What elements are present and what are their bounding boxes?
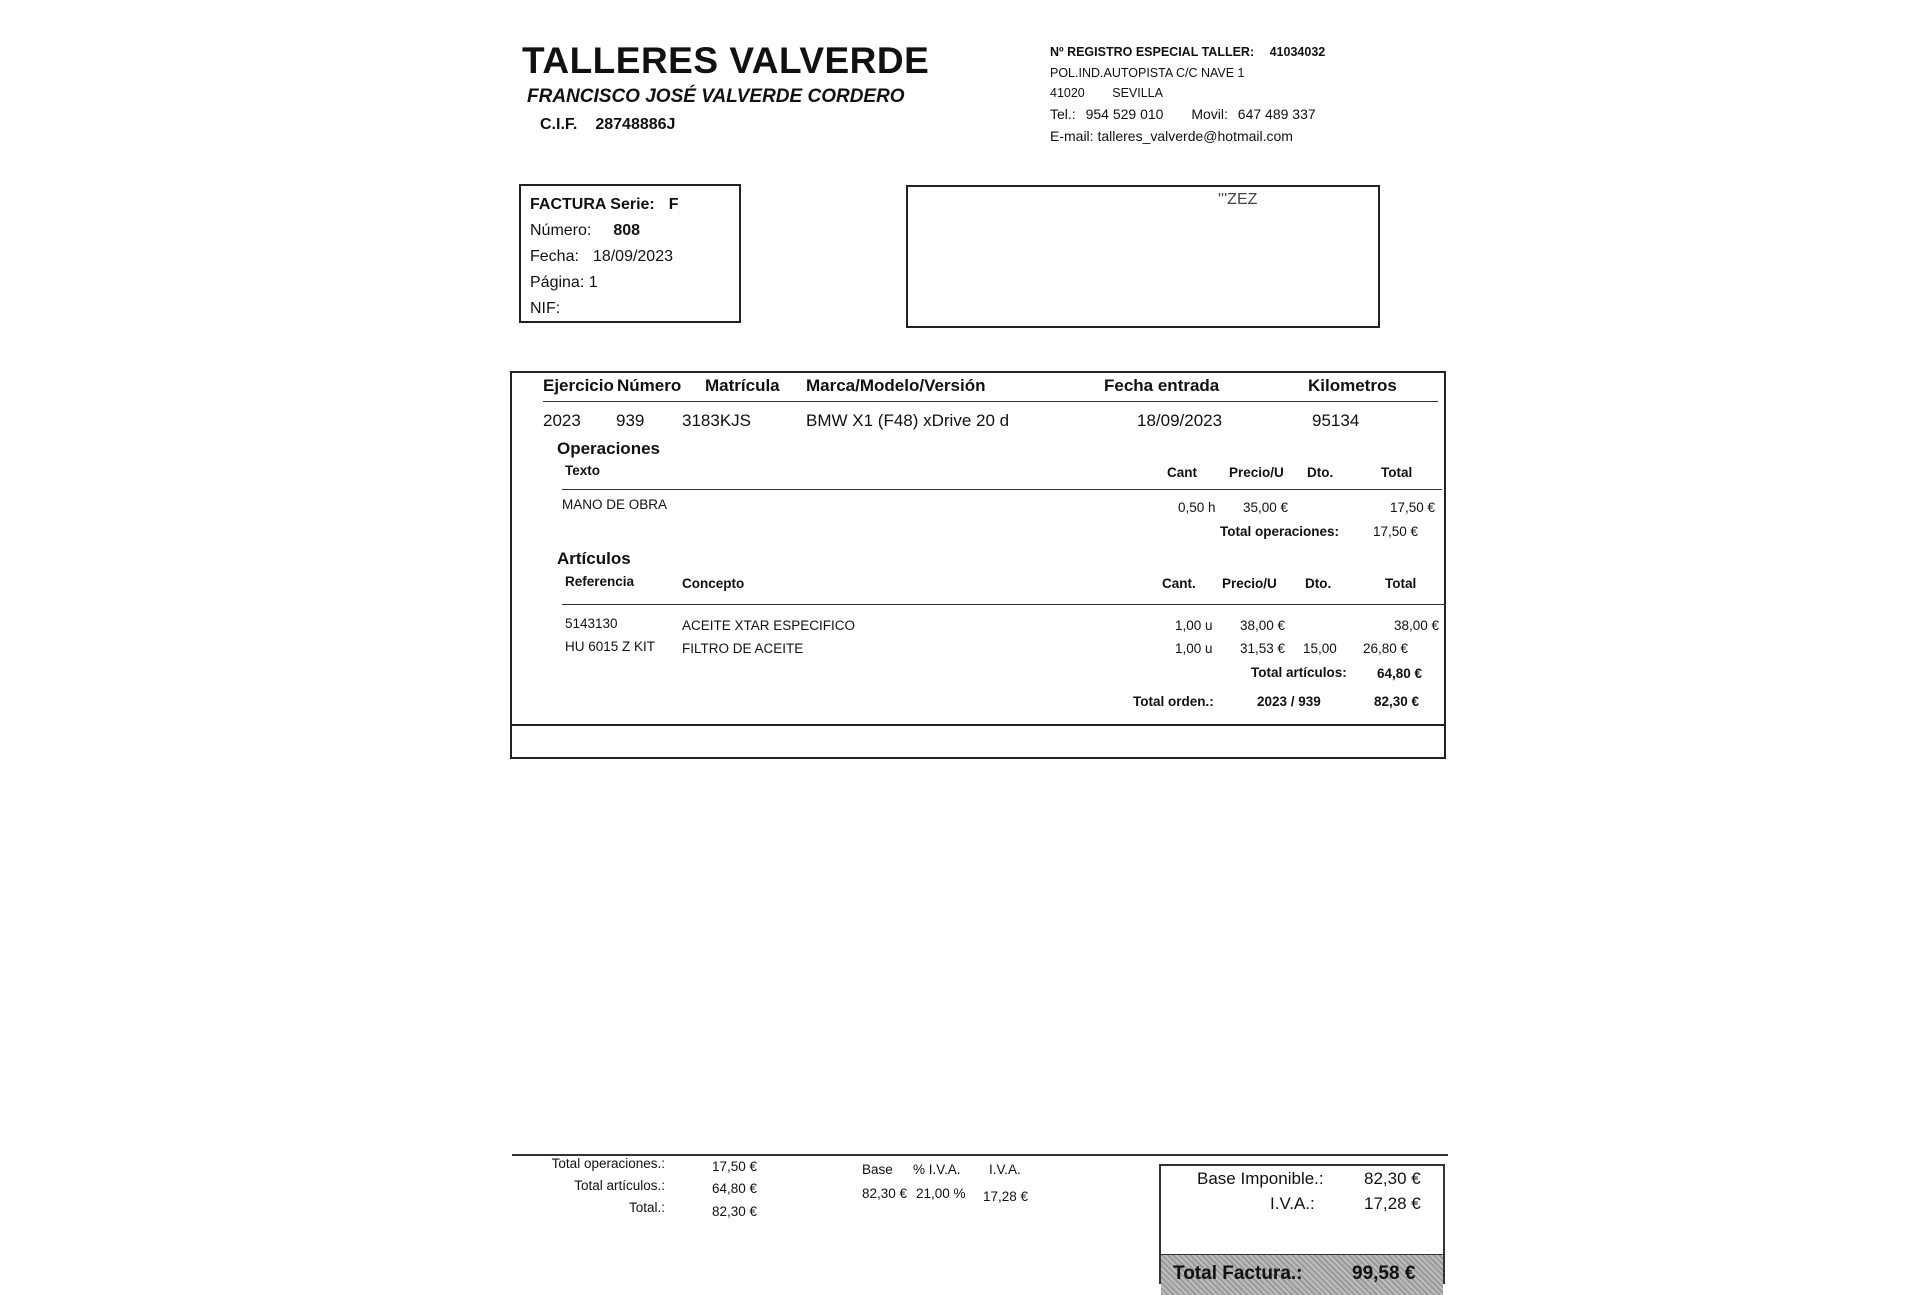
iva-header-base: Base xyxy=(862,1162,893,1177)
registro-value: 41034032 xyxy=(1269,45,1326,59)
order-bottom-divider xyxy=(512,724,1446,726)
order-header-divider xyxy=(543,401,1438,402)
header-marca: Marca/Modelo/Versión xyxy=(806,376,986,395)
email-line: E-mail: talleres_valverde@hotmail.com xyxy=(1050,128,1293,144)
header-numero: Número xyxy=(617,376,682,395)
total-orden-ref: 2023 / 939 xyxy=(1257,694,1321,709)
invoice-page: Página: 1 xyxy=(530,274,598,291)
summary-total-label: Total.: xyxy=(628,1200,665,1215)
header-kilometros: Kilometros xyxy=(1308,376,1397,395)
invoice-number-line xyxy=(530,222,640,240)
serie-label: FACTURA Serie: xyxy=(530,196,655,213)
iva-label: I.V.A.: xyxy=(1270,1194,1315,1213)
invoice-nif: NIF: xyxy=(530,300,561,317)
op-total-value: 17,50 € xyxy=(1373,524,1419,539)
op-col-dto: Dto. xyxy=(1307,465,1334,480)
company-owner: FRANCISCO JOSÉ VALVERDE CORDERO xyxy=(527,86,905,107)
op-row-precio: 35,00 € xyxy=(1243,500,1289,515)
art-row-1-referencia: 5143130 xyxy=(565,616,618,631)
total-orden-value: 82,30 € xyxy=(1374,694,1420,709)
op-row-cant: 0,50 h xyxy=(1178,500,1216,515)
order-box xyxy=(510,371,1446,759)
art-row-2-dto: 15,00 xyxy=(1303,641,1337,656)
total-orden-label: Total orden.: xyxy=(1133,694,1214,709)
value-matricula: 3183KJS xyxy=(682,411,751,430)
invoice-box xyxy=(519,184,741,323)
invoice-serie-line xyxy=(530,196,679,214)
header-fecha-entrada: Fecha entrada xyxy=(1104,376,1220,395)
art-col-cant: Cant. xyxy=(1162,576,1196,591)
op-total-label: Total operaciones: xyxy=(1220,524,1340,539)
summary-articulos-value: 64,80 € xyxy=(712,1181,758,1196)
art-col-precio: Precio/U xyxy=(1222,576,1277,591)
art-row-1-total: 38,00 € xyxy=(1394,618,1440,633)
cif-value: 28748886J xyxy=(595,116,676,133)
art-row-1-cant: 1,00 u xyxy=(1175,618,1213,633)
total-factura-label: Total Factura.: xyxy=(1173,1263,1303,1284)
op-row-texto: MANO DE OBRA xyxy=(562,497,668,512)
city-line xyxy=(1050,86,1163,100)
art-row-2-cant: 1,00 u xyxy=(1175,641,1213,656)
cif-label: C.I.F. xyxy=(540,116,578,133)
op-row-total: 17,50 € xyxy=(1390,500,1436,515)
movil-value: 647 489 337 xyxy=(1237,106,1316,122)
art-total-value: 64,80 € xyxy=(1377,666,1423,681)
total-factura-value: 99,58 € xyxy=(1352,1263,1416,1284)
iva-value-pct: 21,00 % xyxy=(916,1186,966,1201)
registro-label: Nº REGISTRO ESPECIAL TALLER: xyxy=(1050,45,1255,59)
value-numero: 939 xyxy=(616,411,645,430)
art-col-referencia: Referencia xyxy=(565,574,635,589)
client-box xyxy=(906,185,1380,328)
city: SEVILLA xyxy=(1112,86,1163,100)
art-row-1-precio: 38,00 € xyxy=(1240,618,1286,633)
op-col-total: Total xyxy=(1381,465,1413,480)
art-col-total: Total xyxy=(1385,576,1417,591)
art-total-label: Total artículos: xyxy=(1251,665,1347,680)
summary-operaciones-label: Total operaciones.: xyxy=(551,1156,665,1171)
art-col-concepto: Concepto xyxy=(682,576,745,591)
articulos-title: Artículos xyxy=(557,549,631,568)
value-marca: BMW X1 (F48) xDrive 20 d xyxy=(806,411,1010,430)
art-row-2-precio: 31,53 € xyxy=(1240,641,1286,656)
fecha-label: Fecha: xyxy=(530,248,579,265)
invoice-date-line xyxy=(530,248,673,266)
company-cif xyxy=(540,116,675,134)
iva-value: 17,28 € xyxy=(1364,1194,1421,1213)
iva-header-iva: I.V.A. xyxy=(989,1162,1021,1177)
summary-operaciones-value: 17,50 € xyxy=(712,1159,758,1174)
fecha-value: 18/09/2023 xyxy=(592,248,673,265)
iva-value-iva: 17,28 € xyxy=(983,1189,1029,1204)
op-col-precio: Precio/U xyxy=(1229,465,1284,480)
iva-value-base: 82,30 € xyxy=(862,1186,908,1201)
postal-code: 41020 xyxy=(1050,86,1085,100)
iva-header-pct: % I.V.A. xyxy=(913,1162,961,1177)
registro-line xyxy=(1050,45,1325,59)
tel-value: 954 529 010 xyxy=(1085,106,1164,122)
header-ejercicio: Ejercicio xyxy=(543,376,614,395)
movil-label: Movil: xyxy=(1191,106,1228,122)
address-line: POL.IND.AUTOPISTA C/C NAVE 1 xyxy=(1050,66,1245,80)
company-name: TALLERES VALVERDE xyxy=(522,40,930,81)
base-imponible-value: 82,30 € xyxy=(1364,1169,1421,1188)
op-col-cant: Cant xyxy=(1167,465,1197,480)
client-name-fragment: '''ZEZ xyxy=(1218,191,1258,208)
numero-value: 808 xyxy=(613,222,641,239)
operaciones-title: Operaciones xyxy=(557,439,660,458)
art-col-dto: Dto. xyxy=(1305,576,1332,591)
phone-line xyxy=(1050,106,1316,122)
total-factura-band xyxy=(1161,1254,1443,1295)
serie-value: F xyxy=(668,196,679,213)
art-row-1-concepto: ACEITE XTAR ESPECIFICO xyxy=(682,618,856,633)
op-col-texto: Texto xyxy=(565,463,601,478)
tel-label: Tel.: xyxy=(1050,106,1076,122)
base-imponible-label: Base Imponible.: xyxy=(1197,1169,1324,1188)
articulos-divider xyxy=(562,604,1446,605)
art-row-2-concepto: FILTRO DE ACEITE xyxy=(682,641,804,656)
value-kilometros: 95134 xyxy=(1312,411,1360,430)
numero-label: Número: xyxy=(530,222,592,239)
art-row-2-total: 26,80 € xyxy=(1363,641,1409,656)
operaciones-divider xyxy=(562,489,1442,490)
totals-box xyxy=(1159,1164,1445,1284)
art-row-2-referencia: HU 6015 Z KIT xyxy=(565,639,656,654)
value-ejercicio: 2023 xyxy=(543,411,581,430)
summary-total-value: 82,30 € xyxy=(712,1204,758,1219)
value-fecha-entrada: 18/09/2023 xyxy=(1137,411,1223,430)
header-matricula: Matrícula xyxy=(705,376,780,395)
summary-articulos-label: Total artículos.: xyxy=(574,1178,665,1193)
